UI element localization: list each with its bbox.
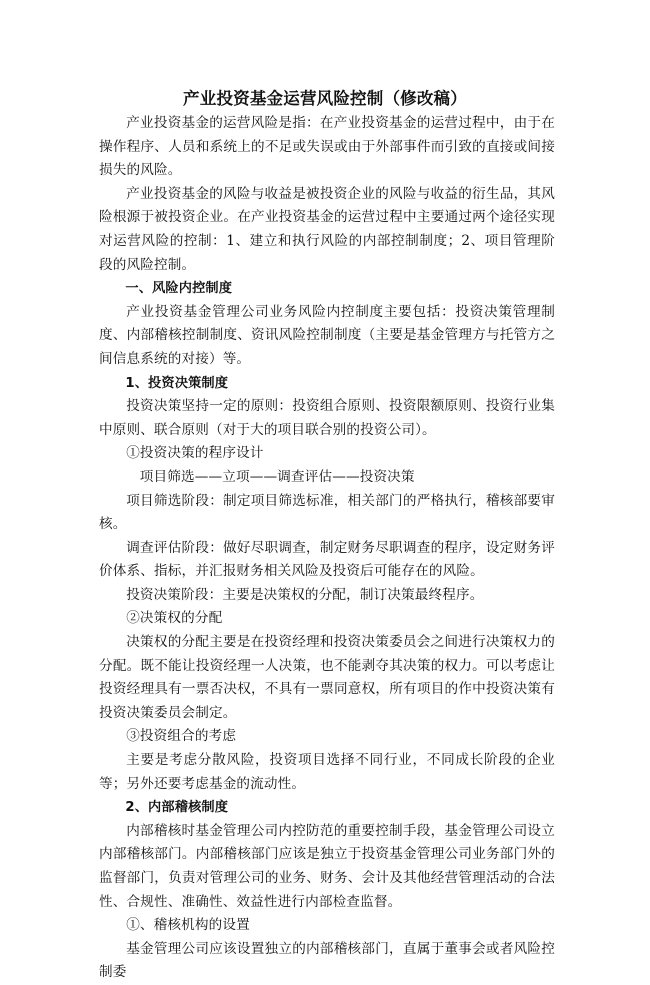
subheading-portfolio: ③投资组合的考虑 bbox=[126, 728, 237, 745]
section-heading-internal-audit: 2、内部稽核制度 bbox=[125, 800, 229, 816]
subheading-decision-power: ②决策权的分配 bbox=[126, 610, 223, 627]
paragraph-internal-audit: 内部稽核时基金管理公司内控防范的重要控制手段，基金管理公司设立内部稽核部门。内部稽核部门应该是独立于投资基金管理公司业务部门外的监督部门，负责对管理公司的业务、财务、会计及其他经营管理活动的合法性、合规性、准确性、效益性进行内部检查监督。 bbox=[99, 822, 555, 910]
paragraph-definition: 产业投资基金的运营风险是指：在产业投资基金的运营过程中，由于在操作程序、人员和系统上的不足或失误或由于外部事件而引致的直接或间接损失的风险。 bbox=[99, 115, 555, 179]
subheading-audit-setup: ①、稽核机构的设置 bbox=[126, 917, 250, 934]
document-title: 产业投资基金运营风险控制（修改稿） bbox=[183, 89, 467, 108]
paragraph-evaluation-stage: 调查评估阶段：做好尽职调查，制定财务尽职调查的程序，设定财务评价体系、指标，并汇报财务相关风险及投资后可能存在的风险。 bbox=[99, 539, 555, 580]
paragraph-internal-control: 产业投资基金管理公司业务风险内控制度主要包括：投资决策管理制度、内部稽核控制制度、资讯风险控制制度（主要是基金管理方与托管方之间信息系统的对接）等。 bbox=[99, 303, 555, 367]
paragraph-audit-setup: 基金管理公司应该设置独立的内部稽核部门，直属于董事会或者风险控制委 bbox=[99, 940, 555, 981]
section-heading-internal-control: 一、风险内控制度 bbox=[125, 281, 233, 297]
subheading-procedure-design: ①投资决策的程序设计 bbox=[126, 445, 264, 462]
section-heading-investment-decision: 1、投资决策制度 bbox=[125, 375, 229, 391]
paragraph-decision-principles: 投资决策坚持一定的原则：投资组合原则、投资限额原则、投资行业集中原则、联合原则（对于大的项目联合别的投资公司）。 bbox=[99, 398, 555, 438]
paragraph-portfolio: 主要是考虑分散风险，投资项目选择不同行业，不同成长阶段的企业等；另外还要考虑基金的流动性。 bbox=[99, 752, 555, 792]
paragraph-decision-stage: 投资决策阶段：主要是决策权的分配，制订决策最终程序。 bbox=[126, 586, 484, 603]
paragraph-screening-stage: 项目筛选阶段：制定项目筛选标准，相关部门的严格执行，稽核部要审核。 bbox=[99, 492, 555, 533]
document-body bbox=[99, 112, 555, 985]
paragraph-procedure-flow: 项目筛选——立项——调查评估——投资决策 bbox=[139, 468, 415, 485]
paragraph-risk-source: 产业投资基金的风险与收益是被投资企业的风险与收益的衍生品，其风险根源于被投资企业。在产业投资基金的运营过程中主要通过两个途径实现对运营风险的控制：1、建立和执行风险的内部控制制度；2、项目管理阶段的风险控制。 bbox=[99, 185, 555, 273]
paragraph-decision-power: 决策权的分配主要是在投资经理和投资决策委员会之间进行决策权力的分配。既不能让投资经理一人决策，也不能剥夺其决策的权力。可以考虑让投资经理具有一票否决权，不具有一票同意权，所有项目的作中投资决策有投资决策委员会制定。 bbox=[99, 634, 555, 721]
